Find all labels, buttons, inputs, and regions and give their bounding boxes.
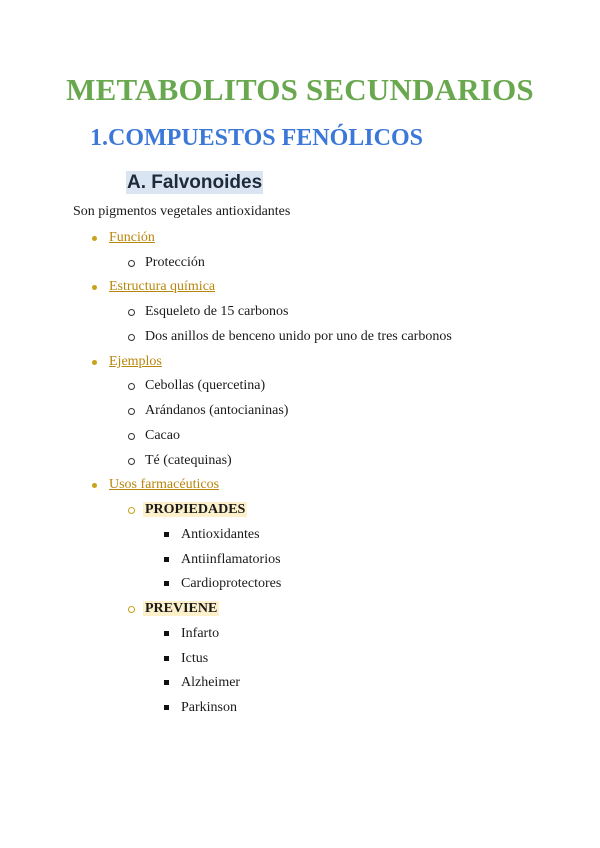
subsection-heading: A. Falvonoides <box>127 172 263 193</box>
list-item: Cacao <box>145 428 180 443</box>
bullet-square-icon <box>164 680 169 685</box>
list-item-estructura[interactable] <box>109 278 215 296</box>
list-item-usos[interactable] <box>109 476 219 494</box>
list-item: Protección <box>145 255 205 270</box>
list-item: Antioxidantes <box>181 527 260 542</box>
heading-funcion[interactable]: Función <box>109 230 155 245</box>
document-title: METABOLITOS SECUNDARIOS <box>66 72 534 107</box>
bullet-circle-icon <box>128 408 135 415</box>
list-item: Alzheimer <box>181 675 241 690</box>
bullet-circle-icon <box>128 458 135 465</box>
section-heading: 1.COMPUESTOS FENÓLICOS <box>90 125 423 151</box>
bullet-circle-icon <box>128 433 135 440</box>
list-item-propiedades <box>143 501 247 519</box>
list-item: Esqueleto de 15 carbonos <box>145 304 289 319</box>
bullet-square-icon <box>164 532 169 537</box>
bullet-circle-icon <box>128 309 135 316</box>
list-item: Cardioprotectores <box>181 576 282 591</box>
list-item: Cebollas (quercetina) <box>145 378 266 393</box>
heading-ejemplos[interactable]: Ejemplos <box>109 354 162 369</box>
bullet-dot-icon <box>92 360 97 365</box>
bullet-circle-icon <box>128 260 135 267</box>
list-item: Dos anillos de benceno unido por uno de tres carbonos <box>145 329 452 344</box>
highlight-previene: PREVIENE <box>145 601 218 616</box>
bullet-square-icon <box>164 705 169 710</box>
bullet-square-icon <box>164 557 169 562</box>
list-item: Antiinflamatorios <box>181 552 281 567</box>
list-item: Parkinson <box>181 700 237 715</box>
bullet-square-icon <box>164 631 169 636</box>
bullet-circle-icon <box>128 383 135 390</box>
bullet-circle-icon <box>128 334 135 341</box>
list-item: Infarto <box>181 626 220 641</box>
bullet-dot-icon <box>92 483 97 488</box>
heading-usos[interactable]: Usos farmacéuticos <box>109 477 220 492</box>
list-item: Ictus <box>181 651 209 666</box>
list-item: Arándanos (antocianinas) <box>145 403 289 418</box>
highlight-propiedades: PROPIEDADES <box>145 502 246 517</box>
bullet-circle-icon <box>128 507 135 514</box>
bullet-circle-icon <box>128 606 135 613</box>
bullet-square-icon <box>164 656 169 661</box>
list-item-ejemplos[interactable] <box>109 353 162 371</box>
list-item-previene <box>143 600 219 618</box>
list-item-funcion[interactable] <box>109 229 155 247</box>
intro-text: Son pigmentos vegetales antioxidantes <box>73 204 291 219</box>
bullet-square-icon <box>164 581 169 586</box>
heading-estructura[interactable]: Estructura química <box>109 279 216 294</box>
bullet-dot-icon <box>92 236 97 241</box>
bullet-dot-icon <box>92 285 97 290</box>
list-item: Té (catequinas) <box>145 453 232 468</box>
